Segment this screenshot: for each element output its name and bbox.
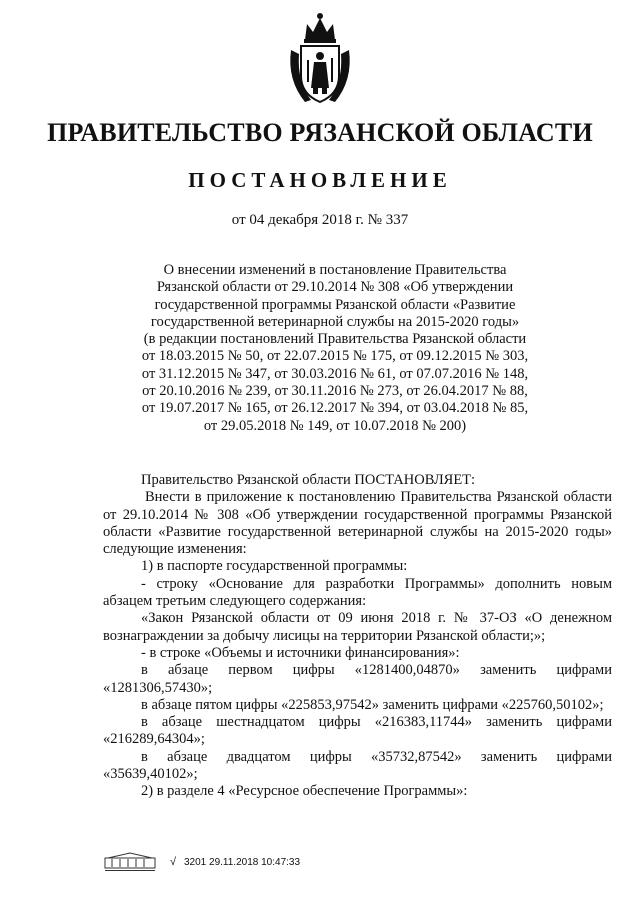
body-paragraph: «Закон Рязанской области от 09 июня 2018 г. № 37-ОЗ «О денежном вознаграждении за добычу лисицы на территории Рязанской области;»; (103, 610, 612, 644)
body-paragraph: - в строке «Объемы и источники финансирования»: (141, 644, 460, 661)
document-date-number: от 04 декабря 2018 г. № 337 (231, 212, 409, 228)
body-paragraph: в абзаце шестнадцатом цифры «216383,11744» заменить цифрами «216289,64304»; (103, 714, 612, 748)
document-subject (100, 262, 570, 435)
body-paragraph: в абзаце первом цифры «1281400,04870» заменить цифрами «1281306,57430»; (103, 662, 612, 696)
document-body (103, 472, 612, 801)
subject-line: от 19.07.2017 № 165, от 26.12.2017 № 394, от 03.04.2018 № 85, (141, 400, 529, 417)
subject-line: (в редакции постановлений Правительства Рязанской области (143, 331, 527, 348)
body-paragraph: в абзаце пятом цифры «225853,97542» заменить цифрами «225760,50102»; (141, 696, 604, 713)
registration-footer (104, 852, 404, 874)
subject-line: О внесении изменений в постановление Правительства (163, 262, 507, 278)
subject-line: от 20.10.2016 № 239, от 30.11.2016 № 273, от 26.04.2017 № 88, (142, 383, 528, 400)
subject-line: от 29.05.2018 № 149, от 10.07.2018 № 200) (203, 417, 467, 434)
coat-of-arms-emblem (283, 10, 357, 106)
subject-line: от 18.03.2015 № 50, от 22.07.2015 № 175, от 09.12.2015 № 303, (141, 348, 529, 365)
subject-line: Рязанской области от 29.10.2014 № 308 «Об утверждении (156, 279, 514, 296)
building-stamp-icon (104, 852, 156, 872)
subject-line: от 31.12.2015 № 347, от 30.03.2016 № 61, от 07.07.2016 № 148, (141, 365, 529, 382)
body-paragraph: 1) в паспорте государственной программы: (141, 558, 408, 575)
body-paragraph: Внести в приложение к постановлению Правительства Рязанской области от 29.10.2014 № 308 «Об утверждении государственной программы Рязанской области «Развитие государственной ветеринарной службы на 2015-2020 годы» следующие изменения: (103, 489, 612, 558)
body-paragraph: - строку «Основание для разработки Программы» дополнить новым абзацем третьим следующего содержания: (103, 575, 612, 610)
subject-line: государственной программы Рязанской области «Развитие (154, 296, 516, 313)
subject-line: государственной ветеринарной службы на 2015-2020 годы» (150, 313, 520, 330)
body-paragraph: в абзаце двадцатом цифры «35732,87542» заменить цифрами «35639,40102»; (103, 748, 612, 783)
document-type-title: ПОСТАНОВЛЕНИЕ (188, 168, 452, 192)
body-paragraph: 2) в разделе 4 «Ресурсное обеспечение Программы»: (141, 783, 468, 800)
organization-title: ПРАВИТЕЛЬСТВО РЯЗАНСКОЙ ОБЛАСТИ (47, 118, 593, 147)
check-mark: √ (170, 856, 177, 868)
decree-line: Правительство Рязанской области ПОСТАНОВЛЯЕТ: (141, 472, 476, 488)
registration-code: 3201 29.11.2018 10:47:33 (184, 857, 301, 868)
